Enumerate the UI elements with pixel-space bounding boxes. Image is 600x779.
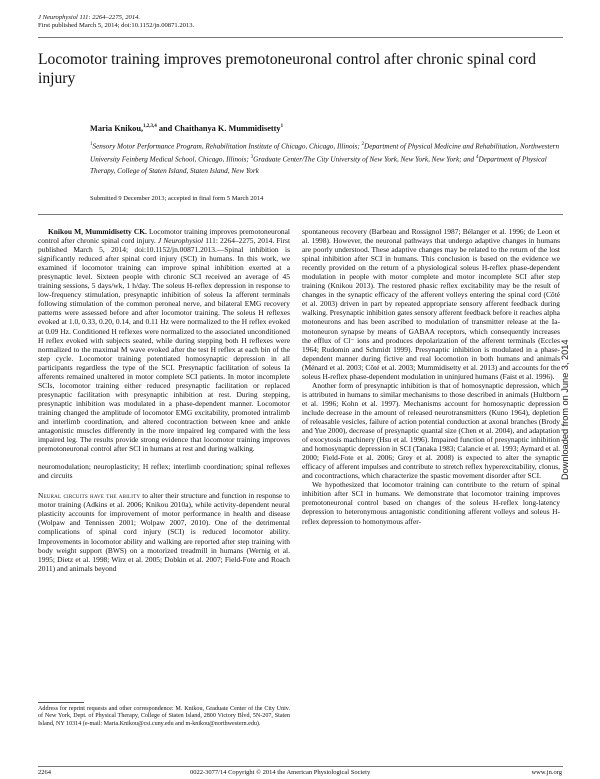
author-name: Maria Knikou, — [90, 124, 144, 133]
correspondence-footnote: Address for reprint requests and other correspondence: M. Knikou, Graduate Center of the City Univ. of New York, Dept. of Physical Therapy, College of Staten Island, 2800 Victory Blvd, 5N-207, Staten Island, NY 10314 (e-mail: Maria.Knikou@csi.cuny.edu and m-knikou@northwestern.edu). — [38, 706, 290, 727]
affiliation: Department of Physical Therapy, College of Staten Island, Staten Island, New York — [90, 155, 547, 175]
affiliation: Sensory Motor Performance Program, Rehabilitation Institute of Chicago, Chicago, Illinois; — [92, 142, 360, 151]
body-paragraph: Another form of presynaptic inhibition is that of homosynaptic depression, which is attributed in humans to similar mechanisms to those described in animals (Hultborn et al. 1996; Kohn et al. 1997). Mechanisms account for homosynaptic depression include decrease in the amount of released neurotransmitters (Kuno 1964), depletion of releasable vesicles, failure of action potential conduction at axonal branches (Brody and Yue 2000), decrease of presynaptic quantal size (Chen et al. 2004), and adaptation of exocytosis machinery (Hsu et al. 1996). Impaired function of presynaptic inhibition and homosynaptic depression in SCI (Tanaka 1983; Calancie et al. 1993; Aymard et al. 2000; Field-Fote et al. 2006; Grey et al. 2008) is expected to alter the synaptic efficacy of afferent impulses and contribute to stretch reflex hyperexcitability, clonus, and cocontractions, which characterize the spastic movement disorder after SCI. — [302, 380, 561, 481]
abstract-cite-rest: 111: 2264–2275, 2014. First published March 5, 2014; doi:10.1152/jn.00871.2013.— — [38, 236, 291, 255]
journal-url: www.jn.org — [531, 769, 562, 776]
abstract-cite-title: Locomotor training improves premotoneuronal control after chronic spinal cord injury. — [38, 227, 290, 246]
submission-dates: Submitted 9 December 2013; accepted in final form 5 March 2014 — [90, 195, 264, 202]
abstract-cite-authors: Knikou M, Mummidisetty CK. — [48, 227, 147, 236]
running-header — [38, 14, 194, 30]
intro-text: to alter their structure and function in response to motor training (Adkins et al. 2006; Knikou 2010a), while activity-dependent neural plasticity accounts for improvement of motor performance in health and disease (Wolpaw and Tennissen 2001; Wolpaw 2007, 2010). One of the detrimental complications of spinal cord injury (SCI) is reduced locomotor ability. Improvements in locomotor ability and walking are reported after step training with body weight support (BWS) on a motorized treadmill in humans (Wernig et al. 1995; Dietz et al. 1998; Wirz et al. 2005; Dobkin et al. 2007; Field-Fote and Roach 2011) and animals beyond — [38, 491, 291, 573]
abstract — [38, 227, 290, 453]
journal-citation-line: J Neurophysiol 111: 2264–2275, 2014. — [38, 14, 141, 21]
author-affiliation-marks: 1 — [280, 124, 284, 130]
affiliation-mark: 1 — [90, 142, 93, 147]
affiliation-mark: 2 — [361, 142, 365, 147]
header-rule — [38, 37, 563, 38]
affiliation-mark: 3 — [250, 155, 254, 161]
author-list — [90, 124, 283, 133]
body-paragraph: We hypothesized that locomotor training can contribute to the return of spinal inhibition after SCI in humans. We demonstrate that locomotor training improves premotoneuronal control based on changes of the soleus H-reflex long-latency depression to heteronymous antagonistic conditioning afferent volleys and soleus H-reflex depression to homonymous affer- — [302, 480, 560, 526]
introduction-paragraph — [38, 491, 290, 572]
affiliation: Department of Physical Medicine and Rehabilitation, Northwestern University Feinberg Medical School, Chicago, Illinois; — [90, 142, 560, 164]
author-affiliation-marks: 1,2,3,4 — [143, 124, 157, 130]
article-title: Locomotor training improves premotoneuronal control after chronic spinal cord injury — [38, 51, 536, 87]
author-name: Chaithanya K. Mummidisetty — [174, 124, 281, 133]
abstract-body: Spinal inhibition is significantly reduced after spinal cord injury (SCI) in humans. In this work, we examined if locomotor training can improve spinal inhibition exerted at a presynaptic level. Sixteen people with chronic SCI received an average of 45 training sessions, 5 days/wk, 1 h/day. The soleus H-reflex depression in response to low-frequency stimulation, presynaptic inhibition of soleus Ia afferent terminals following stimulation of the common peroneal nerve, and bilateral EMG recovery patterns were assessed before and after locomotor training. The soleus H reflexes evoked at 1.0, 0.33, 0.20, 0.14, and 0.11 Hz were normalized to the H reflex evoked at 0.09 Hz. Conditioned H reflexes were normalized to the associated unconditioned H reflex evoked with subjects seated, while during stepping both H reflexes were normalized to the maximal M wave evoked after the test H reflex at each bin of the step cycle. Locomotor training potentiated homosynaptic depression in all participants regardless the type of the SCI. Presynaptic facilitation of soleus Ia afferents remained unaltered in motor complete SCI patients. In motor incomplete SCIs, locomotor training either reduced presynaptic facilitation or replaced presynaptic facilitation with presynaptic inhibition at rest. During stepping, presynaptic inhibition was modulated in a phase-dependent manner. Locomotor training changed the amplitude of locomotor EMG excitability, promoted intralimb and interlimb coordination, and altered cocontraction between knee and ankle antagonistic muscles differently in the more impaired leg compared with the less impaired leg. The results provide strong evidence that locomotor training improves premotoneuronal control after SCI in humans at rest and during walking. — [38, 245, 290, 454]
body-paragraph: spontaneous recovery (Barbeau and Rossignol 1987; Bélanger et al. 1996; de Leon et al. 1998). However, the neuronal pathways that undergo adaptive changes in humans are poorly understood. These adaptive changes may be related to the return of the lost spinal inhibition after SCI in humans. This conclusion is based on the evidence we recently provided on the return of a physiological soleus H-reflex phase-dependent modulation in people with motor complete and motor incomplete SCI after step training (Knikou 2013). The restored phasic reflex excitability may be the result of changes in the synaptic efficacy of the afferent volleys entering the spinal cord (Côté et al. 2003) driven in part by repeated appropriate sensory afferent feedback during walking. Presynaptic inhibition gates sensory afferent feedback before it reaches alpha motoneurons and has been ascribed to modulation of transmitter release at the Ia-motoneuron synapse by means of GABAA receptors, which consequently increases the efflux of Cl⁻ ions and produces depolarization of the afferent terminals (Eccles 1964; Rudomin and Schmidt 1999). Presynaptic inhibition is modulated in a phase-dependent manner during fictive and real locomotion in both humans and animals (Ménard et al. 2003; Côté et al. 2003; Mummidisetty et al. 2013) and accounts for the soleus H-reflex phase-dependent modulation in uninjured humans (Faist et al. 1996). — [302, 227, 560, 381]
front-matter-rule — [38, 214, 563, 215]
abstract-cite-journal: J Neurophysiol — [157, 236, 204, 246]
copyright-line: 0022-3077/14 Copyright © 2014 the American Physiological Society — [190, 769, 371, 776]
left-column — [38, 227, 290, 573]
footnote-rule — [38, 702, 84, 703]
download-stamp: Downloaded from on June 3, 2014 — [560, 339, 570, 480]
page-number: 2264 — [38, 769, 51, 776]
footer-rule — [38, 766, 563, 767]
author-conjunction: and — [158, 124, 173, 133]
keywords: neuromodulation; neuroplasticity; H reflex; interlimb coordination; spinal reflexes and circuits — [38, 462, 290, 481]
affiliations — [90, 139, 560, 177]
intro-lead-in: Neural circuits have the ability — [38, 491, 141, 501]
affiliation: Graduate Center/The City University of New York, New York, New York; and — [253, 155, 475, 164]
affiliation-mark: 4 — [475, 155, 479, 161]
right-column — [302, 227, 560, 526]
publication-info-line: First published March 5, 2014; doi:10.1152/jn.00871.2013. — [38, 22, 195, 30]
